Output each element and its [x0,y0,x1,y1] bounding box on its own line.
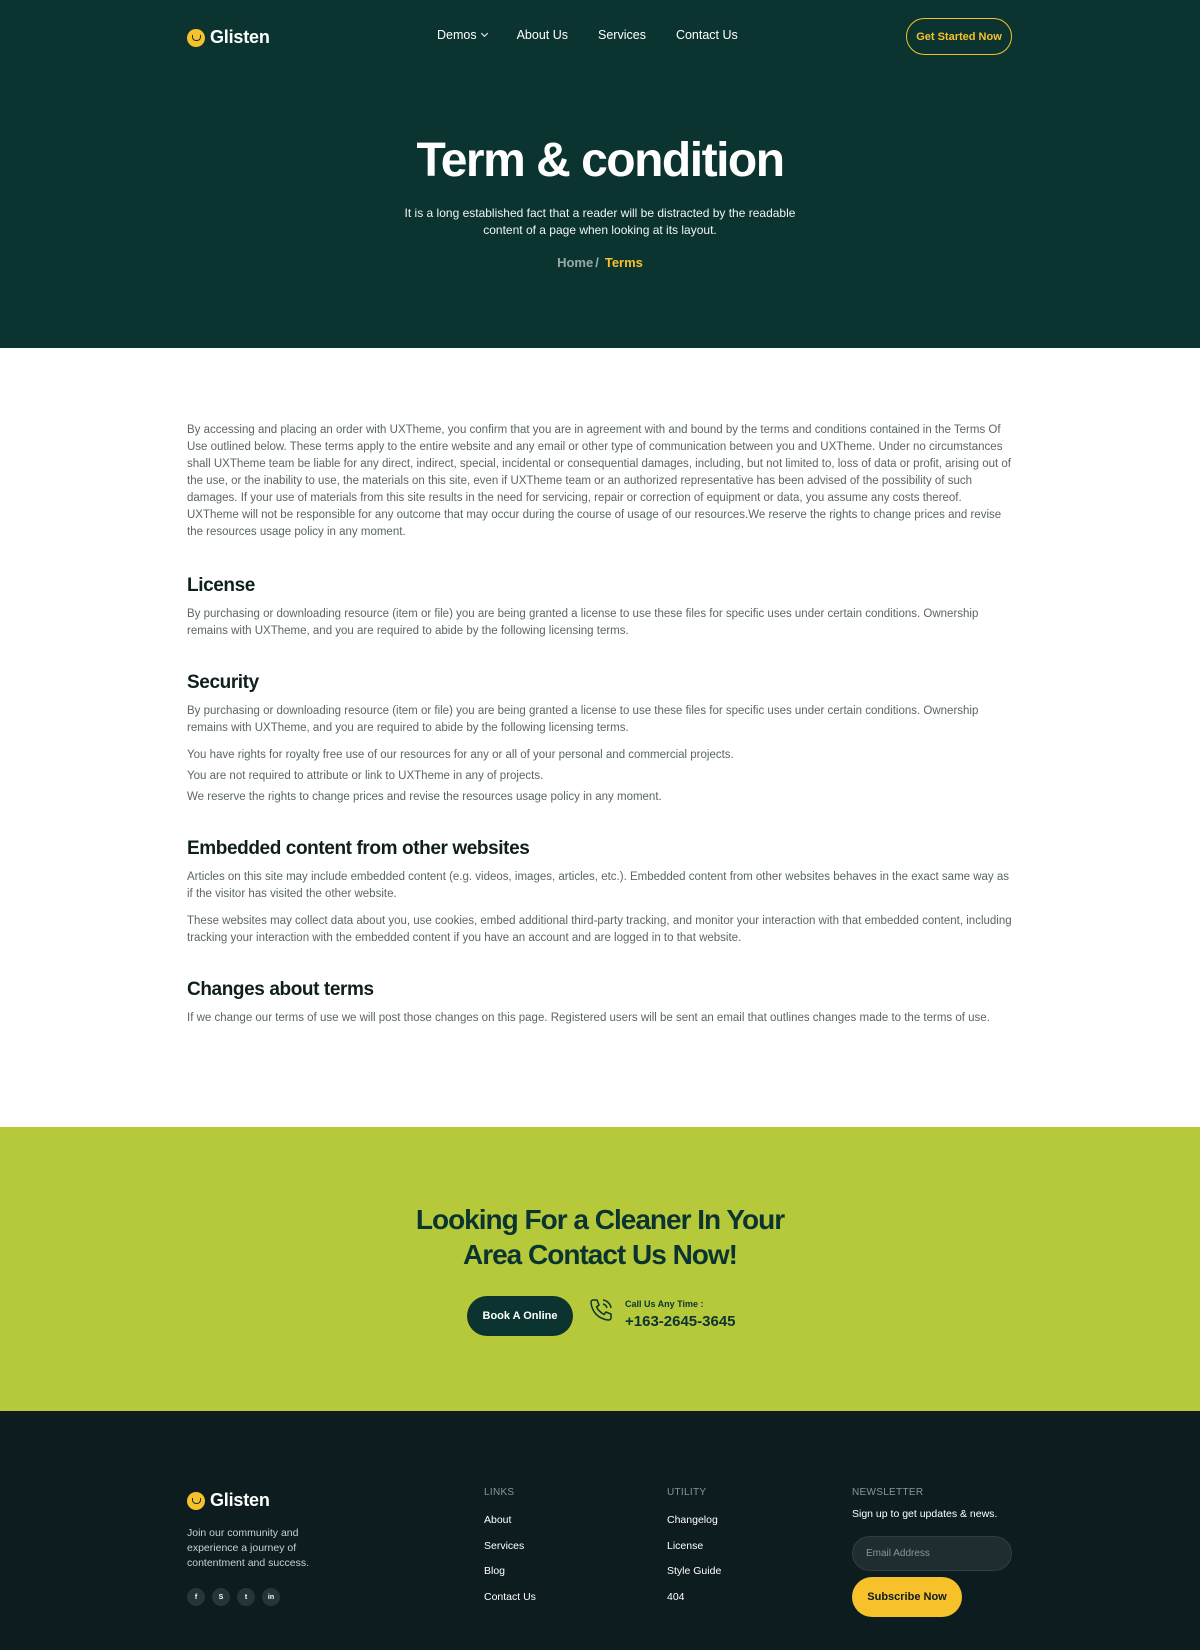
chevron-down-icon [481,30,488,37]
footer-link-about[interactable]: About [484,1514,512,1526]
security-paragraph: By purchasing or downloading resource (item or file) you are being granted a license to use these files for specific uses under certain conditions. Ownership remains with UXTheme, and you are required to abide by the following licensing terms. [187,705,979,734]
menu-item-contact-us[interactable] [676,28,738,42]
menu-item-about-us[interactable] [517,28,568,42]
footer-newsletter-column [852,1487,997,1520]
breadcrumb-separator: / [595,255,599,270]
call-label: Call Us Any Time : [625,1299,704,1309]
cta-heading [0,1202,1200,1272]
page-title: Term & condition [416,134,784,187]
intro-paragraph: By accessing and placing an order with UXTheme, you confirm that you are in agreement with and bound by the terms and conditions contained in the Terms Of Use outlined below. These terms apply to the entire website and any email or other type of communication between you and UXTheme. Under no circumstances shall UXTheme team be liable for any direct, indirect, special, incidental or consequential damages, including, but not limited to, loss of data or profit, arising out of the use, or the inability to use, the materials on this site, even if UXTheme team or an authorized representative has been advised of the possibility of such damages. If your use of materials from this site results in the need for servicing, repair or correction of equipment or data, you assume any costs thereof. UXTheme will not be responsible for any outcome that may occur during the course of usage of our resources.We reserve the rights to change prices and revise the resources usage policy in any moment. [187,424,1011,538]
skype-icon[interactable]: S [212,1588,230,1606]
logo-text: Glisten [210,27,270,47]
logo-icon [187,29,205,47]
menu-item-label: Demos [437,28,477,42]
menu-item-label: About Us [516,28,569,42]
security-point: We reserve the rights to change prices and revise the resources usage policy in any moment. [187,791,662,803]
site-logo[interactable] [187,27,270,48]
social-links [187,1588,287,1606]
main-menu [437,28,738,42]
subscribe-button[interactable]: Subscribe Now [852,1577,962,1617]
footer-link-contact-us[interactable]: Contact Us [484,1590,536,1603]
footer-column-title: NEWSLETTER [852,1487,924,1498]
security-heading: Security [187,672,259,693]
footer-link-404[interactable]: 404 [667,1590,685,1603]
get-started-button[interactable]: Get Started Now [906,18,1012,55]
site-footer [0,1411,1200,1650]
security-point: You are not required to attribute or link to UXTheme in any of projects. [187,770,544,782]
changes-heading: Changes about terms [187,979,374,1000]
breadcrumb-current: Terms [604,255,643,270]
footer-logo[interactable] [187,1490,270,1511]
footer-column-title: UTILITY [667,1487,707,1498]
phone-number-link[interactable]: +163-2645-3645 [625,1313,736,1330]
top-navigation [0,0,1200,74]
footer-link-services[interactable]: Services [484,1539,525,1552]
security-point: You have rights for royalty free use of our resources for any or all of your personal and commercial projects. [187,749,734,761]
footer-column-title: LINKS [484,1487,515,1498]
license-heading: License [187,575,255,596]
newsletter-subtitle: Sign up to get updates & news. [852,1508,998,1520]
footer-links-column [484,1487,536,1616]
license-paragraph: By purchasing or downloading resource (item or file) you are being granted a license to use these files for specific uses under certain conditions. Ownership remains with UXTheme, and you are required to abide by the following licensing terms. [187,608,979,637]
twitter-icon[interactable]: t [237,1588,255,1606]
footer-description: Join our community and experience a journey of contentment and success. [187,1527,309,1569]
facebook-icon[interactable]: f [187,1588,205,1606]
logo-icon [187,1492,205,1510]
footer-link-license[interactable]: License [667,1539,704,1552]
changes-paragraph: If we change our terms of use we will post those changes on this page. Registered users will be sent an email that outlines changes made to the terms of use. [187,1012,990,1024]
embedded-paragraph-1: Articles on this site may include embedded content (e.g. videos, images, articles, etc.). Embedded content from other websites behaves in the exact same way as if the visitor has visited the other website. [187,871,1010,900]
phone-icon [587,1296,615,1324]
footer-link-changelog[interactable]: Changelog [667,1514,718,1526]
cta-heading-line-2: Area Contact Us Now! [462,1239,738,1270]
menu-item-label: Services [598,28,646,42]
cta-heading-line-1: Looking For a Cleaner In Your [415,1204,785,1235]
embedded-content-heading: Embedded content from other websites [187,838,530,859]
linkedin-icon[interactable]: in [262,1588,280,1606]
footer-utility-column [667,1487,721,1616]
menu-item-label: Contact Us [675,28,738,42]
embedded-paragraph-2: These websites may collect data about you, use cookies, embed additional third-party tracking, and monitor your interaction with that embedded content, including tracking your interaction with the embedded content if you have an account and are logged in to that website. [187,915,1012,944]
page-subtitle: It is a long established fact that a reader will be distracted by the readable content of a page when looking at its layout. [404,206,796,237]
book-online-button[interactable]: Book A Online [467,1296,573,1336]
terms-content [0,348,1200,1127]
logo-text: Glisten [210,1490,270,1510]
terms-body [187,422,1013,1027]
menu-item-demos[interactable] [437,28,487,42]
menu-item-services[interactable] [598,28,646,42]
contact-cta-section [0,1127,1200,1411]
footer-link-blog[interactable]: Blog [484,1565,506,1577]
hero-section [0,0,1200,348]
breadcrumb-home-link[interactable]: Home [557,255,594,270]
newsletter-email-input[interactable] [852,1536,1012,1571]
breadcrumb [0,255,1200,270]
footer-link-style-guide[interactable]: Style Guide [667,1565,722,1577]
